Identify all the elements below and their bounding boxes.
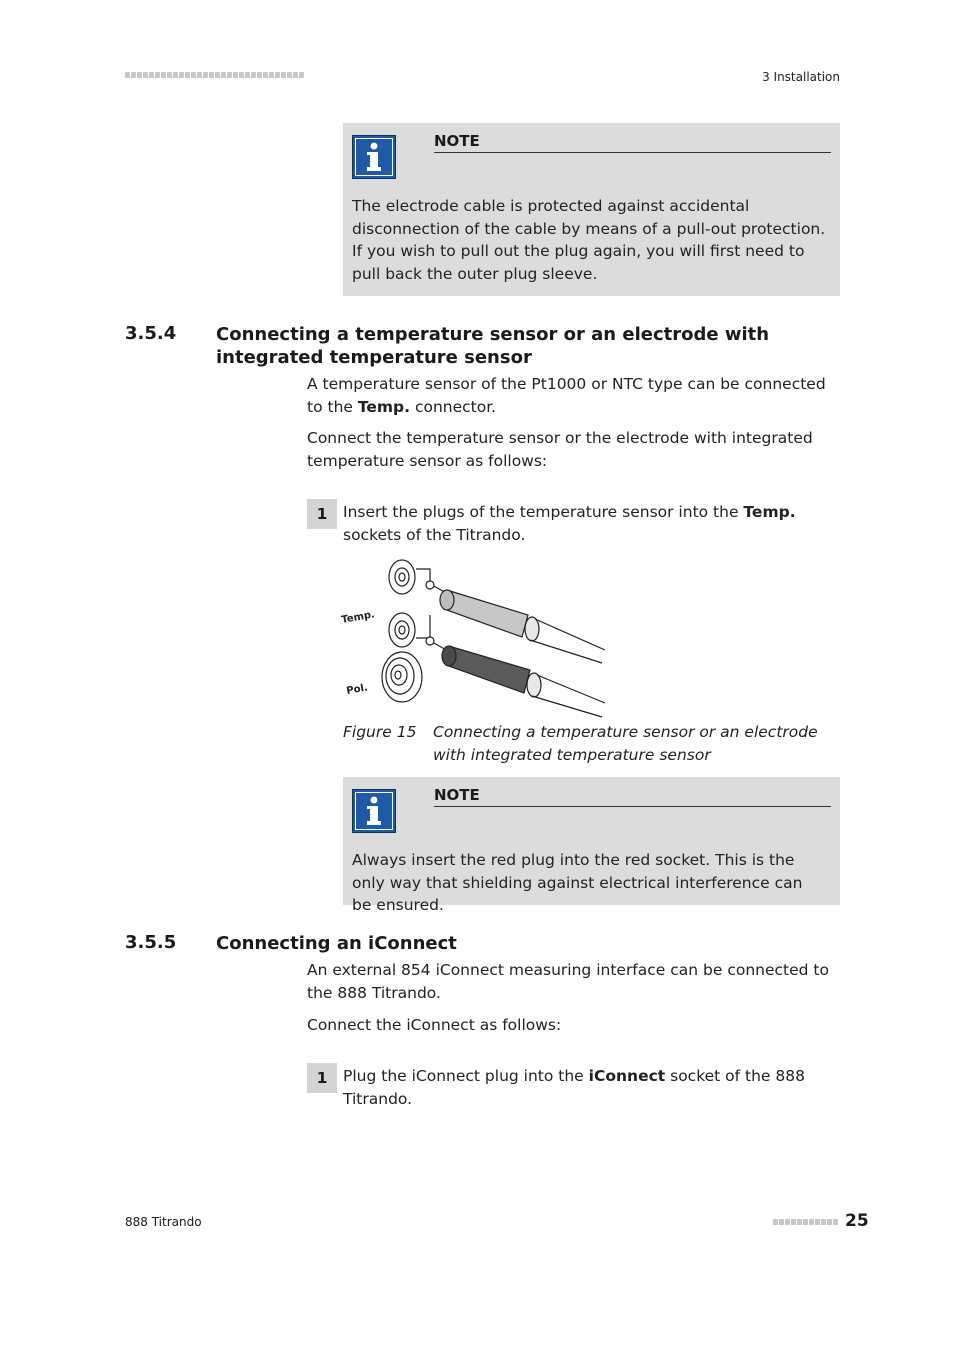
note-text: The electrode cable is protected against accidental disconnection of the cable by means of a pull-out protection. If you wish to pull out the plug again, you will first need to pull back the outer plug sleeve. [352, 197, 826, 283]
note-text: Always insert the red plug into the red socket. This is the only way that shielding against electrical interference can be ensured. [352, 851, 803, 914]
paragraph: Connect the iConnect as follows: [307, 1016, 562, 1034]
note-title: NOTE [434, 132, 831, 153]
section-title: Connecting an iConnect [216, 933, 457, 954]
info-icon [352, 789, 396, 833]
section-number: 3.5.4 [125, 323, 177, 344]
step-text: Plug the iConnect plug into the iConnect socket of the 888 Titrando. [343, 1067, 805, 1108]
footer-product: 888 Titrando [125, 1215, 202, 1229]
figure-number: Figure 15 [343, 723, 417, 741]
info-icon [352, 135, 396, 179]
figure-label-pol: Pol. [345, 682, 369, 697]
figure-caption: Connecting a temperature sensor or an electrode with integrated temperature sensor [433, 723, 818, 764]
note-box-2 [343, 777, 840, 914]
section-number: 3.5.5 [125, 932, 177, 953]
paragraph: Connect the temperature sensor or the electrode with integrated temperature sensor as follows: [307, 429, 813, 470]
note-title: NOTE [434, 786, 831, 807]
step-number: 1 [307, 499, 337, 529]
step-number: 1 [307, 1063, 337, 1093]
note-box-1 [343, 123, 840, 296]
figure-label-temp: Temp. [340, 609, 376, 626]
footer-decoration [773, 1219, 838, 1225]
step-text: Insert the plugs of the temperature sensor into the Temp. sockets of the Titrando. [343, 503, 796, 544]
header-section: 3 Installation [762, 70, 840, 84]
page-number: 25 [845, 1211, 869, 1231]
paragraph: A temperature sensor of the Pt1000 or NTC type can be connected to the Temp. connector. [307, 375, 826, 416]
header-decoration [125, 72, 304, 78]
section-title: Connecting a temperature sensor or an electrode with integrated temperature sensor [216, 324, 770, 368]
paragraph: An external 854 iConnect measuring interface can be connected to the 888 Titrando. [307, 961, 829, 1002]
figure-connector-illustration [340, 555, 615, 720]
